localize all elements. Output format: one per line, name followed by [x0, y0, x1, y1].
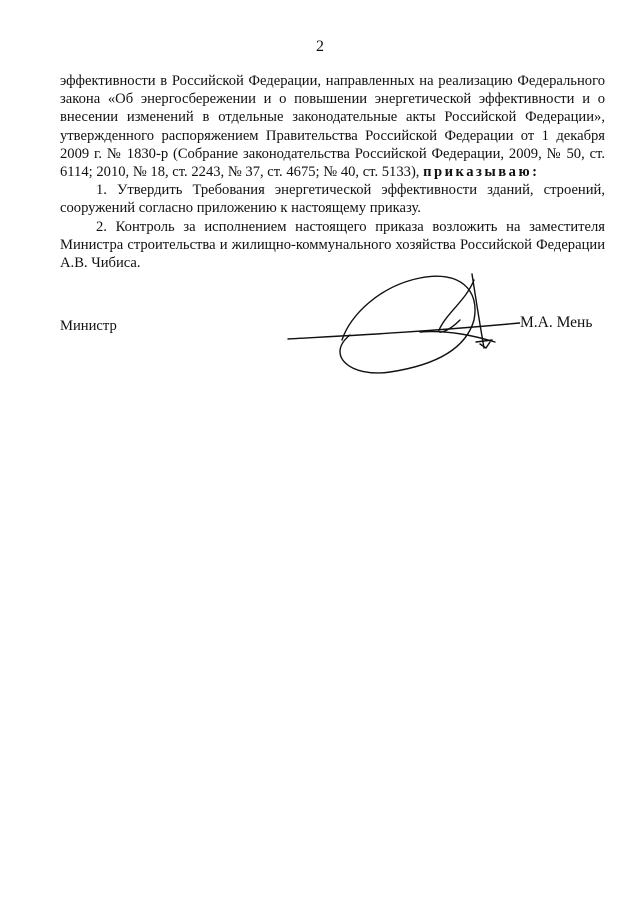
- paragraph-item-1: 1. Утвердить Требования энергетической эффективности зданий, строений, сооружений согласно приложению к настоящему приказу.: [60, 182, 605, 217]
- order-word: приказываю:: [423, 164, 540, 181]
- document-body: [60, 72, 605, 272]
- signatory-name: М.А. Мень: [520, 314, 593, 331]
- paragraph-item-2: 2. Контроль за исполнением настоящего приказа возложить на заместителя Министра строительства и жилищно-коммунального хозяйства Российской Федерации А.В. Чибиса.: [60, 218, 605, 272]
- preamble-text: эффективности в Российской Федерации, направленных на реализацию Федерального закона «Об энергосбережении и о повышении энергетической эффективности и о внесении изменений в отдельные законодательные акты Российской Федерации», утвержденного распоряжением Правительства Российской Федерации от 1 декабря 2009 г. № 1830-р (Собрание законодательства Российской Федерации, 2009, № 50, ст. 6114; 2010, № 18, ст. 2243, № 37, ст. 4675; № 40, ст. 5133),: [60, 73, 605, 181]
- handwritten-signature: [280, 260, 520, 390]
- paragraph-preamble-continuation: [60, 72, 605, 181]
- signatory-title: Министр: [60, 318, 117, 334]
- page-number: 2: [316, 38, 324, 55]
